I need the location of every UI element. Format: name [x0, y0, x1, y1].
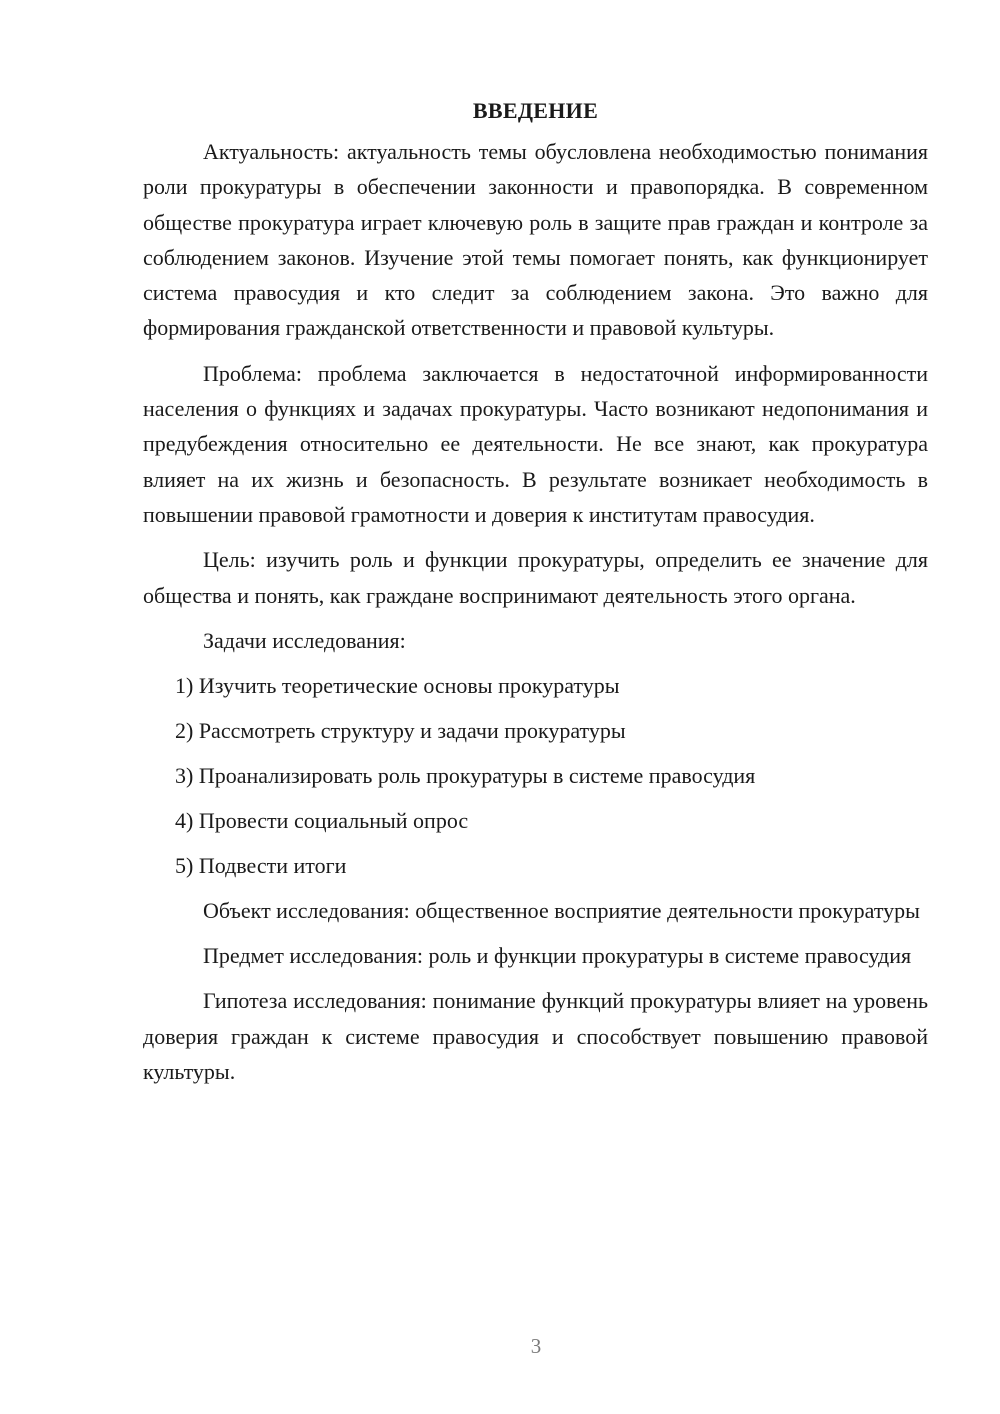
section-heading: ВВЕДЕНИЕ — [472, 98, 599, 123]
page-number: 3 — [530, 1334, 542, 1358]
hypothesis-paragraph: Гипотеза исследования: понимание функций прокуратуры влияет на уровень доверия граждан к системе правосудия и способствует повышению правовой культуры. — [143, 988, 928, 1085]
task-item: 5) Подвести итоги — [175, 852, 347, 878]
task-item: 1) Изучить теоретические основы прокуратуры — [175, 672, 620, 698]
object-paragraph: Объект исследования: общественное восприятие деятельности прокуратуры — [203, 897, 920, 923]
subject-paragraph: Предмет исследования: роль и функции прокуратуры в системе правосудия — [203, 943, 912, 969]
problem-paragraph: Проблема: проблема заключается в недостаточной информированности населения о функциях и задачах прокуратуры. Часто возникают недопонимания и предубеждения относительно ее деятельности. Не все знают, как прокуратура влияет на их жизнь и безопасность. В результате возникает необходимость в повышении правовой грамотности и доверия к институтам правосудия. — [143, 360, 928, 527]
relevance-paragraph: Актуальность: актуальность темы обусловлена необходимостью понимания роли прокуратуры в обеспечении законности и правопорядка. В современном обществе прокуратура играет ключевую роль в защите прав граждан и контроле за соблюдением законов. Изучение этой темы помогает понять, как функционирует система правосудия и кто следит за соблюдением закона. Это важно для формирования гражданской ответственности и правовой культуры. — [143, 139, 928, 341]
tasks-label: Задачи исследования: — [203, 627, 406, 653]
task-item: 3) Проанализировать роль прокуратуры в системе правосудия — [175, 762, 756, 788]
task-item: 2) Рассмотреть структуру и задачи прокуратуры — [175, 717, 626, 743]
goal-paragraph: Цель: изучить роль и функции прокуратуры, определить ее значение для общества и понять, как граждане воспринимают деятельность этого органа. — [143, 547, 928, 608]
task-list — [143, 668, 928, 883]
page-content — [143, 93, 928, 1089]
task-item: 4) Провести социальный опрос — [175, 807, 469, 833]
